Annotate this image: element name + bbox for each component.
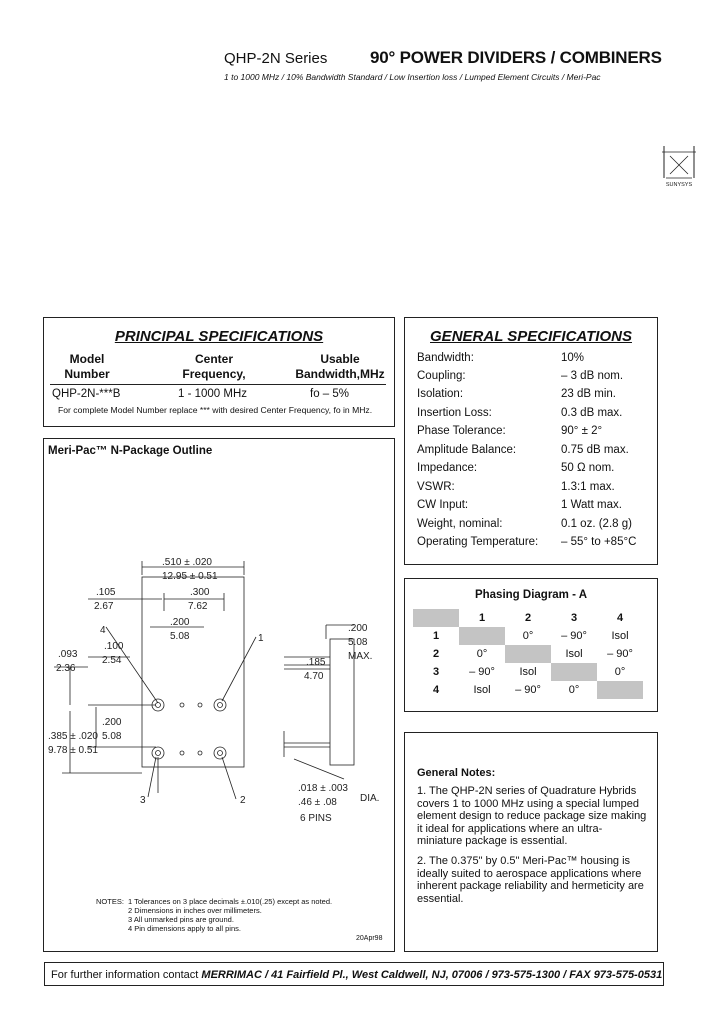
phasing-header-row <box>413 609 643 627</box>
phasing-cell: 0° <box>614 666 626 678</box>
dim-pins: 6 PINS <box>300 813 332 824</box>
dim-093: .093 <box>58 649 78 660</box>
phasing-title: Phasing Diagram - A <box>474 589 588 601</box>
phasing-diagram-panel <box>404 578 658 712</box>
col-center-frequency: Center Frequency, <box>182 352 246 381</box>
notes-label: NOTES: <box>96 897 124 906</box>
dim-side200: .200 <box>348 623 368 634</box>
phasing-cell: Isol <box>611 630 629 642</box>
phasing-col-header: 2 <box>524 612 532 624</box>
principal-specs-title: PRINCIPAL SPECIFICATIONS <box>114 328 324 345</box>
dim-093-mm: 2.36 <box>56 663 76 674</box>
dim-pin-dia-mm: .46 ± .08 <box>298 797 337 808</box>
general-notes-title: General Notes: <box>417 767 496 779</box>
spec-row-phase-tolerance: Phase Tolerance: 90° ± 2° <box>417 425 603 437</box>
phasing-row-header: 1 <box>432 630 440 642</box>
dim-200b-mm: 5.08 <box>102 731 122 742</box>
drawing-date: 20Apr98 <box>356 935 383 942</box>
general-note-2: 2. The 0.375" by 0.5" Meri-Pac™ housing is ideally suited to aerospace applications where inherent package reliability and hermeticity are essential. <box>417 855 644 905</box>
phasing-cell <box>597 681 643 699</box>
phasing-cell: Isol <box>519 666 537 678</box>
phasing-cell: Isol <box>473 684 491 696</box>
pin-label-3: 3 <box>140 795 146 806</box>
dim-100-mm: 2.54 <box>102 655 122 666</box>
phasing-row-header: 2 <box>432 648 440 660</box>
company-logo <box>662 144 696 190</box>
pin-label-2: 2 <box>240 795 246 806</box>
dim-pin-dia: .018 ± .003 <box>298 783 348 794</box>
dim-105-mm: 2.67 <box>94 601 114 612</box>
spec-row-insertion-loss: Insertion Loss: 0.3 dB max. <box>417 407 623 419</box>
frequency-value: 1 - 1000 MHz <box>178 388 248 400</box>
general-specs-title: GENERAL SPECIFICATIONS <box>430 328 632 345</box>
outline-note: 2 Dimensions in inches over millimeters. <box>128 906 262 915</box>
principal-specs-panel <box>43 317 395 427</box>
phasing-cell: Isol <box>565 648 583 660</box>
dim-300: .300 <box>190 587 210 598</box>
spec-row-isolation: Isolation: 23 dB min. <box>417 388 616 400</box>
outline-title: Meri-Pac™ N-Package Outline <box>48 445 213 457</box>
spec-row-coupling: Coupling: – 3 dB nom. <box>417 370 624 382</box>
footer-contact: MERRIMAC / 41 Fairfield Pl., West Caldwell, NJ, 07006 / 973-575-1300 / FAX 973-575-0531 <box>201 969 663 981</box>
phasing-cell: 0° <box>476 648 488 660</box>
dim-top-width: .510 ± .020 <box>162 557 212 568</box>
phasing-row <box>413 627 643 645</box>
phasing-col-header: 4 <box>616 612 624 624</box>
dim-height: .385 ± .020 <box>48 731 98 742</box>
spec-row-weight: Weight, nominal: 0.1 oz. (2.8 g) <box>417 518 632 530</box>
divider <box>50 384 386 385</box>
phasing-row-header: 3 <box>432 666 440 678</box>
phasing-cell: – 90° <box>561 630 587 642</box>
outline-note: 3 All unmarked pins are ground. <box>128 915 234 924</box>
dim-185: .185 <box>306 657 326 668</box>
dim-100: .100 <box>104 641 124 652</box>
model-note: For complete Model Number replace *** with desired Center Frequency, fo in MHz. <box>58 405 373 415</box>
spec-row-bandwidth: Bandwidth: 10% <box>417 352 585 364</box>
col-model-number: Model Number <box>64 352 110 381</box>
spec-row-cw-input: CW Input: 1 Watt max. <box>417 499 622 511</box>
package-outline-panel <box>43 438 395 952</box>
phasing-col-header: 3 <box>570 612 578 624</box>
outline-note: 4 Pin dimensions apply to all pins. <box>128 924 241 933</box>
general-specs-panel <box>404 317 658 565</box>
general-notes-panel <box>404 732 658 952</box>
series-name: QHP-2N Series <box>224 50 328 67</box>
outline-notes <box>128 897 332 933</box>
phasing-row <box>413 681 643 699</box>
dim-side200-mm: 5.08 <box>348 637 368 648</box>
spec-row-impedance: Impedance: 50 Ω nom. <box>417 462 615 474</box>
phasing-row-header: 4 <box>432 684 440 696</box>
phasing-table <box>413 609 643 699</box>
spec-row-vswr: VSWR: 1.3:1 max. <box>417 481 615 493</box>
dim-300-mm: 7.62 <box>188 601 208 612</box>
outline-note: 1 Tolerances on 3 place decimals ±.010(.25) except as noted. <box>128 897 333 906</box>
page-title: 90° POWER DIVIDERS / COMBINERS <box>370 48 662 67</box>
phasing-col-header: 1 <box>478 612 486 624</box>
phasing-row <box>413 663 643 681</box>
phasing-cell: – 90° <box>469 666 495 678</box>
phasing-cell <box>459 627 505 645</box>
dim-pin-dia-label: DIA. <box>360 793 380 804</box>
dim-top-width-mm: 12.95 ± 0.51 <box>162 571 218 582</box>
dim-105: .105 <box>96 587 116 598</box>
pin-label-1: 1 <box>258 633 264 644</box>
spec-row-temperature: Operating Temperature: – 55° to +85°C <box>417 536 637 548</box>
dim-200a: .200 <box>170 617 190 628</box>
phasing-cell: 0° <box>522 630 534 642</box>
phasing-cell: 0° <box>568 684 580 696</box>
package-drawing <box>44 439 394 951</box>
pin-label-4: 4 <box>100 625 106 636</box>
phasing-corner <box>413 609 459 627</box>
col-usable-bandwidth: Usable Bandwidth,MHz <box>295 352 385 381</box>
dim-185-mm: 4.70 <box>304 671 324 682</box>
phasing-cell: – 90° <box>607 648 633 660</box>
phasing-cell: – 90° <box>515 684 541 696</box>
logo-text: SUNYSYS <box>665 182 693 188</box>
dim-200b: .200 <box>102 717 122 728</box>
model-value: QHP-2N-***B <box>52 388 121 400</box>
general-note-1: 1. The QHP-2N series of Quadrature Hybrids covers 1 to 1000 MHz using a special lumped element design to reduce package size making it ideal for applications where an ultra-miniature package is essential. <box>417 785 647 847</box>
bandwidth-value: fo – 5% <box>310 388 349 400</box>
phasing-row <box>413 645 643 663</box>
page-subtitle: 1 to 1000 MHz / 10% Bandwidth Standard / Low Insertion loss / Lumped Element Circuits / Meri-Pac <box>224 72 601 82</box>
phasing-cell <box>505 645 551 663</box>
spec-row-amplitude-balance: Amplitude Balance: 0.75 dB max. <box>417 444 629 456</box>
contact-footer <box>44 962 664 986</box>
dim-200a-mm: 5.08 <box>170 631 190 642</box>
dim-height-mm: 9.78 ± 0.51 <box>48 745 98 756</box>
footer-prefix: For further information contact <box>51 969 202 981</box>
phasing-cell <box>551 663 597 681</box>
dim-side-max: MAX. <box>348 651 373 662</box>
